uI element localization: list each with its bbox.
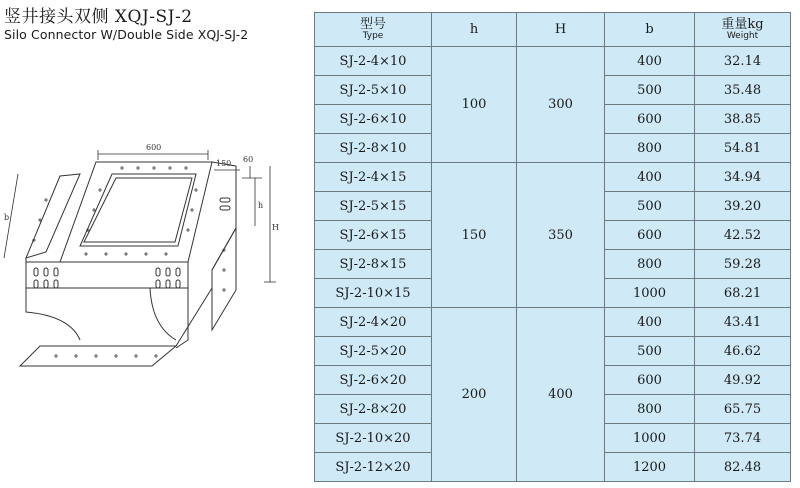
dim-150-label: 150: [216, 159, 232, 168]
cell-weight: 32.14: [695, 47, 791, 76]
cell-b: 500: [605, 76, 695, 105]
cell-weight: 43.41: [695, 308, 791, 337]
front-face: [26, 262, 188, 288]
cell-b: 600: [605, 105, 695, 134]
cell-weight: 59.28: [695, 250, 791, 279]
cell-type: SJ-2-6×10: [315, 105, 432, 134]
header-h: h: [432, 13, 517, 47]
header-type: 型号 Type: [315, 13, 432, 47]
cell-weight: 73.74: [695, 424, 791, 453]
cell-type: SJ-2-4×15: [315, 163, 432, 192]
dim-60-label: 60: [243, 155, 254, 164]
top-opening: [80, 174, 196, 246]
cell-type: SJ-2-8×15: [315, 250, 432, 279]
cell-H: 350: [517, 163, 605, 308]
table-row: [315, 308, 791, 337]
cell-b: 800: [605, 134, 695, 163]
cell-b: 600: [605, 366, 695, 395]
connector-drawing: [0, 140, 310, 380]
cell-type: SJ-2-5×15: [315, 192, 432, 221]
cell-type: SJ-2-6×15: [315, 221, 432, 250]
cell-b: 600: [605, 221, 695, 250]
cell-b: 500: [605, 192, 695, 221]
cell-h: 200: [432, 308, 517, 482]
spec-table: [314, 12, 791, 482]
cell-b: 800: [605, 250, 695, 279]
cell-weight: 54.81: [695, 134, 791, 163]
cell-type: SJ-2-5×20: [315, 337, 432, 366]
cell-type: SJ-2-5×10: [315, 76, 432, 105]
cell-b: 400: [605, 47, 695, 76]
header-b: b: [605, 13, 695, 47]
cell-weight: 35.48: [695, 76, 791, 105]
cell-weight: 49.92: [695, 366, 791, 395]
cell-weight: 39.20: [695, 192, 791, 221]
cell-b: 1000: [605, 424, 695, 453]
header-H: H: [517, 13, 605, 47]
dim-width-label: 600: [146, 143, 162, 152]
table-row: [315, 163, 791, 192]
cell-type: SJ-2-10×15: [315, 279, 432, 308]
cell-weight: 82.48: [695, 453, 791, 482]
cell-type: SJ-2-8×20: [315, 395, 432, 424]
cell-weight: 68.21: [695, 279, 791, 308]
cell-b: 800: [605, 395, 695, 424]
header-weight: 重量kg Weight: [695, 13, 791, 47]
cell-type: SJ-2-10×20: [315, 424, 432, 453]
cell-b: 400: [605, 308, 695, 337]
cell-type: SJ-2-8×10: [315, 134, 432, 163]
table-row: [315, 47, 791, 76]
cell-type: SJ-2-12×20: [315, 453, 432, 482]
cell-h: 100: [432, 47, 517, 163]
cell-b: 1200: [605, 453, 695, 482]
top-flange-outline: [60, 162, 212, 262]
dim-b-label: b: [4, 213, 10, 222]
cell-h: 150: [432, 163, 517, 308]
cell-H: 300: [517, 47, 605, 163]
page-subtitle: Silo Connector W/Double Side XQJ-SJ-2: [4, 27, 249, 42]
cell-weight: 38.85: [695, 105, 791, 134]
cell-H: 400: [517, 308, 605, 482]
cell-b: 400: [605, 163, 695, 192]
dim-H-label: H: [272, 223, 279, 232]
cell-b: 1000: [605, 279, 695, 308]
cell-weight: 46.62: [695, 337, 791, 366]
cell-b: 500: [605, 337, 695, 366]
cell-weight: 34.94: [695, 163, 791, 192]
table-header-row: [315, 13, 791, 47]
cell-type: SJ-2-4×10: [315, 47, 432, 76]
cell-type: SJ-2-6×20: [315, 366, 432, 395]
cell-type: SJ-2-4×20: [315, 308, 432, 337]
dim-h-label: h: [258, 201, 264, 210]
page-title: 竖井接头双侧 XQJ-SJ-2: [4, 7, 193, 27]
cell-weight: 42.52: [695, 221, 791, 250]
cell-weight: 65.75: [695, 395, 791, 424]
